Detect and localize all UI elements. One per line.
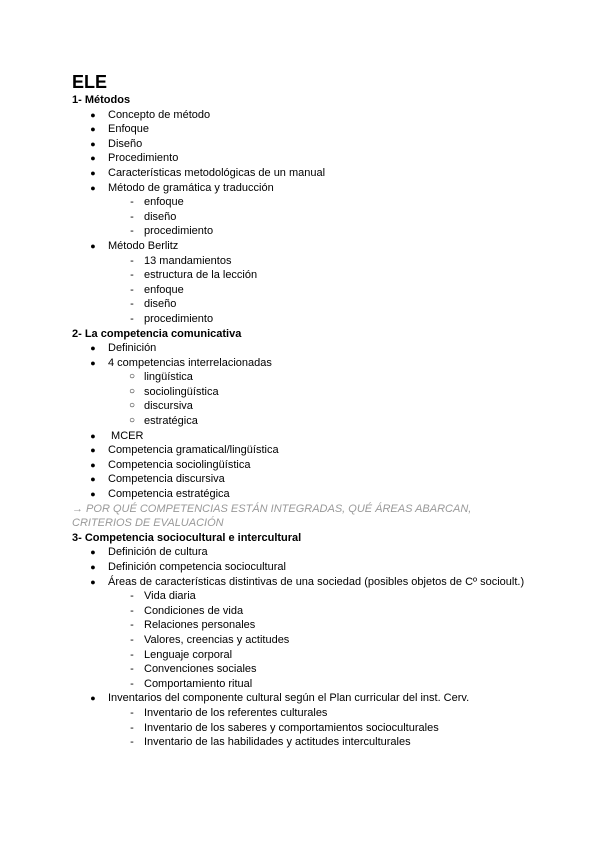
sub-list-item: - Condiciones de vida bbox=[72, 604, 552, 619]
dash-icon: - bbox=[130, 721, 134, 734]
dash-icon: - bbox=[130, 648, 134, 661]
sub-list-item: - Inventario de los referentes culturales bbox=[72, 706, 552, 721]
list-item: ● Definición competencia sociocultural bbox=[72, 560, 552, 575]
circle-bullet-icon: ○ bbox=[128, 385, 136, 397]
sub-list-item: - Relaciones personales bbox=[72, 618, 552, 633]
list-item: ● Método Berlitz bbox=[72, 239, 552, 254]
sub-list-item: - procedimiento bbox=[72, 312, 552, 327]
dash-icon: - bbox=[130, 619, 134, 632]
sub-list-item: ○ discursiva bbox=[72, 399, 552, 414]
dash-icon: - bbox=[130, 663, 134, 676]
dash-icon: - bbox=[130, 633, 134, 646]
dash-icon: - bbox=[130, 254, 134, 267]
dash-icon: - bbox=[130, 196, 134, 209]
dash-icon: - bbox=[130, 269, 134, 282]
sub-list-item: - Vida diaria bbox=[72, 589, 552, 604]
circle-bullet-icon: ○ bbox=[128, 371, 136, 383]
circle-bullet-icon: ○ bbox=[128, 415, 136, 427]
sub-list-item: - procedimiento bbox=[72, 224, 552, 239]
list-item: ● Competencia sociolingüística bbox=[72, 458, 552, 473]
list-item: ● Enfoque bbox=[72, 122, 552, 137]
section-heading-competencia-comunicativa: 2- La competencia comunicativa bbox=[72, 327, 242, 340]
bullet-icon: ● bbox=[90, 430, 96, 441]
bullet-icon: ● bbox=[90, 489, 96, 500]
list-item: ● Definición de cultura bbox=[72, 545, 552, 560]
sub-list-item: ○ lingüística bbox=[72, 370, 552, 385]
list-item: ● Características metodológicas de un manual bbox=[72, 166, 552, 181]
bullet-icon: ● bbox=[90, 576, 96, 587]
dash-icon: - bbox=[130, 706, 134, 719]
sub-list-item: - enfoque bbox=[72, 283, 552, 298]
bullet-icon: ● bbox=[90, 357, 96, 368]
sub-list-item: - Inventario de los saberes y comportamientos socioculturales bbox=[72, 721, 552, 736]
bullet-icon: ● bbox=[90, 124, 96, 135]
dash-icon: - bbox=[130, 604, 134, 617]
dash-icon: - bbox=[130, 283, 134, 296]
dash-icon: - bbox=[130, 312, 134, 325]
list-item: ● Competencia gramatical/lingüística bbox=[72, 443, 552, 458]
list-item: ● 4 competencias interrelacionadas bbox=[72, 356, 552, 371]
sub-list-item: - estructura de la lección bbox=[72, 268, 552, 283]
dash-icon: - bbox=[130, 225, 134, 238]
section-heading-competencia-sociocultural: 3- Competencia sociocultural e intercultural bbox=[72, 531, 302, 544]
dash-icon: - bbox=[130, 590, 134, 603]
sub-list-item: - diseño bbox=[72, 210, 552, 225]
bullet-icon: ● bbox=[90, 562, 96, 572]
section-heading-metodos: 1- Métodos bbox=[72, 94, 131, 106]
dash-icon: - bbox=[130, 210, 134, 223]
sub-list-item: - Convenciones sociales bbox=[72, 662, 552, 677]
bullet-icon: ● bbox=[90, 343, 96, 354]
sub-list-item: ○ estratégica bbox=[72, 414, 552, 429]
sub-list-item: ○ sociolingüística bbox=[72, 385, 552, 400]
list-item: ● Concepto de método bbox=[72, 108, 552, 123]
bullet-icon: ● bbox=[90, 474, 96, 485]
list-item: ● Áreas de características distintivas de una sociedad (posibles objetos de Cº socioult.) bbox=[72, 575, 552, 590]
list-item: ● Diseño bbox=[72, 137, 552, 152]
dash-icon: - bbox=[130, 677, 134, 690]
sub-list-item: - 13 mandamientos bbox=[72, 254, 552, 269]
list-item: ● Definición bbox=[72, 341, 552, 356]
sub-list-item: - Comportamiento ritual bbox=[72, 677, 552, 692]
bullet-icon: ● bbox=[90, 182, 96, 193]
note-text: → POR QUÉ COMPETENCIAS ESTÁN INTEGRADAS, QUÉ ÁREAS ABARCAN, CRITERIOS DE EVALUACIÓN bbox=[72, 502, 472, 530]
bullet-icon: ● bbox=[90, 445, 96, 456]
list-item: ● Procedimiento bbox=[72, 151, 552, 166]
dash-icon: - bbox=[130, 736, 134, 749]
bullet-icon: ● bbox=[90, 109, 96, 120]
document-content bbox=[72, 71, 552, 750]
bullet-icon: ● bbox=[90, 459, 96, 470]
dash-icon: - bbox=[130, 298, 134, 311]
bullet-icon: ● bbox=[90, 153, 96, 164]
sub-list-item: - diseño bbox=[72, 297, 552, 312]
list-item: ● Inventarios del componente cultural según el Plan curricular del inst. Cerv. bbox=[72, 691, 552, 706]
document-title: ELE bbox=[72, 72, 108, 92]
sub-list-item: - Valores, creencias y actitudes bbox=[72, 633, 552, 648]
sub-list-item: - Inventario de las habilidades y actitudes interculturales bbox=[72, 735, 552, 750]
bullet-icon: ● bbox=[90, 138, 96, 149]
circle-bullet-icon: ○ bbox=[128, 400, 136, 412]
sub-list-item: - enfoque bbox=[72, 195, 552, 210]
list-item: ● MCER bbox=[72, 429, 552, 444]
bullet-icon: ● bbox=[90, 693, 96, 704]
list-item: ● Competencia discursiva bbox=[72, 472, 552, 487]
bullet-icon: ● bbox=[90, 167, 96, 178]
bullet-icon: ● bbox=[90, 547, 96, 558]
sub-list-item: - Lenguaje corporal bbox=[72, 648, 552, 663]
bullet-icon: ● bbox=[90, 240, 96, 251]
list-item: ● Método de gramática y traducción bbox=[72, 181, 552, 196]
list-item: ● Competencia estratégica bbox=[72, 487, 552, 502]
